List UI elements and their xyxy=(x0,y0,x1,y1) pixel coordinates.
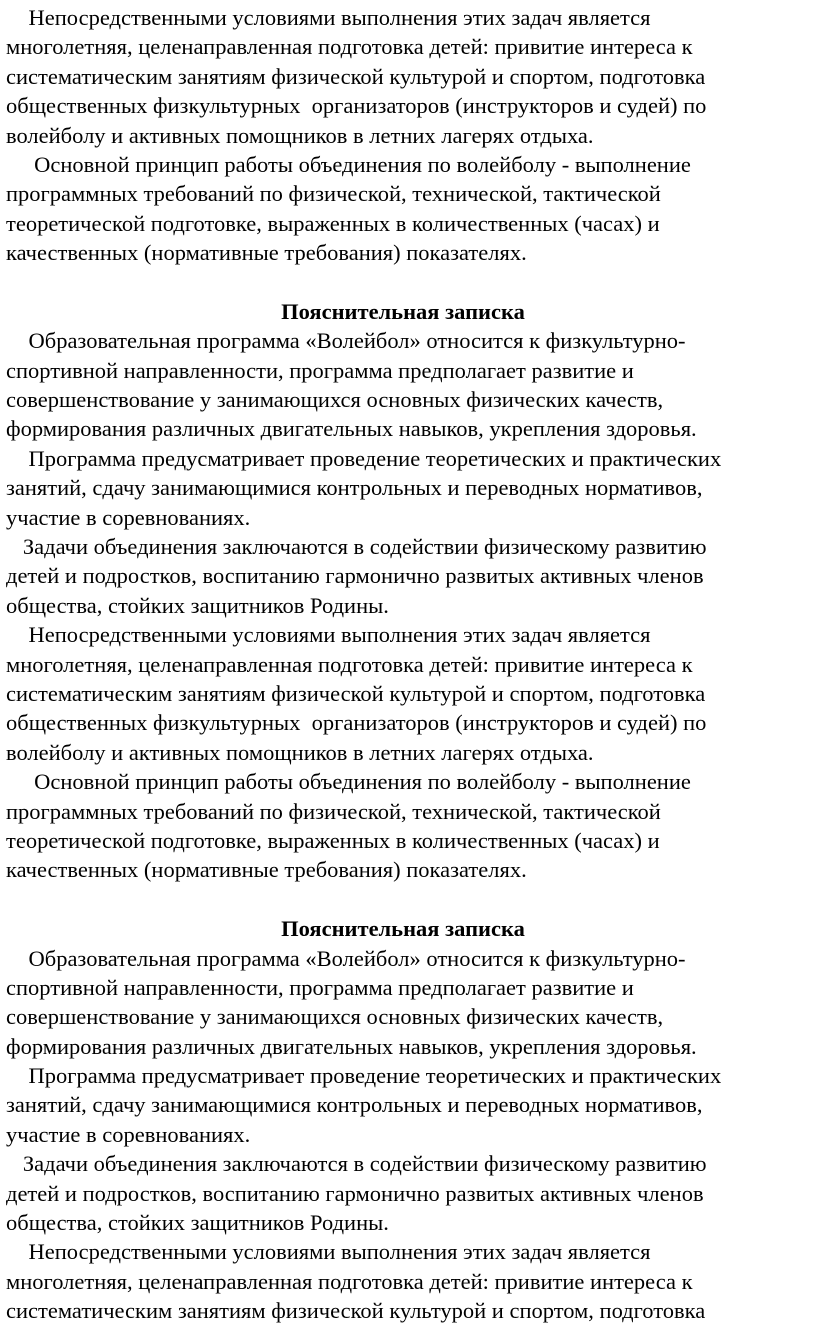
text-line: Образовательная программа «Волейбол» относится к физкультурно- xyxy=(6,945,686,971)
text-line: спортивной направленности, программа предполагает развитие и xyxy=(6,357,634,383)
text-line: многолетняя, целенаправленная подготовка детей: привитие интереса к xyxy=(6,1268,693,1294)
text-line: формирования различных двигательных навыков, укрепления здоровья. xyxy=(6,1033,697,1059)
section-heading: Пояснительная записка xyxy=(281,916,525,942)
text-line: программных требований по физической, технической, тактической xyxy=(6,181,661,207)
paragraph-program-description xyxy=(6,326,816,444)
text-line: теоретической подготовке, выраженных в количественных (часах) и xyxy=(6,827,660,853)
section-heading: Пояснительная записка xyxy=(281,298,525,324)
text-line: общественных физкультурных организаторов (инструкторов и судей) по xyxy=(6,710,707,736)
paragraph-conditions xyxy=(6,1237,816,1325)
text-line: Программа предусматривает проведение теоретических и практических xyxy=(6,445,722,471)
text-line: систематическим занятиям физической культурой и спортом, подготовка xyxy=(6,1298,706,1324)
text-line: систематическим занятиям физической культурой и спортом, подготовка xyxy=(6,680,706,706)
text-line: Образовательная программа «Волейбол» относится к физкультурно- xyxy=(6,328,686,354)
blank-line xyxy=(6,268,816,297)
text-line: Задачи объединения заключаются в содействии физическому развитию xyxy=(6,1151,707,1177)
text-line: участие в соревнованиях. xyxy=(6,504,251,530)
text-line: Задачи объединения заключаются в содействии физическому развитию xyxy=(6,534,707,560)
text-line: многолетняя, целенаправленная подготовка детей: привитие интереса к xyxy=(6,34,693,60)
text-line: Основной принцип работы объединения по волейболу - выполнение xyxy=(6,769,691,795)
text-line: общества, стойких защитников Родины. xyxy=(6,1210,389,1236)
text-line: систематическим занятиям физической культурой и спортом, подготовка xyxy=(6,63,706,89)
paragraph-conditions xyxy=(6,3,816,150)
text-line: Основной принцип работы объединения по волейболу - выполнение xyxy=(6,151,691,177)
paragraph-program-description xyxy=(6,944,816,1062)
paragraph-association-tasks xyxy=(6,1149,816,1237)
text-line: Непосредственными условиями выполнения этих задач является xyxy=(6,622,651,648)
paragraph-main-principle xyxy=(6,150,816,268)
text-line: программных требований по физической, технической, тактической xyxy=(6,798,661,824)
text-line: детей и подростков, воспитанию гармонично развитых активных членов xyxy=(6,1180,704,1206)
text-line: спортивной направленности, программа предполагает развитие и xyxy=(6,974,634,1000)
text-line: Непосредственными условиями выполнения этих задач является xyxy=(6,5,651,30)
text-line: теоретической подготовке, выраженных в количественных (часах) и xyxy=(6,210,660,236)
text-line: занятий, сдачу занимающимися контрольных и переводных нормативов, xyxy=(6,475,703,501)
text-line: многолетняя, целенаправленная подготовка детей: привитие интереса к xyxy=(6,651,693,677)
text-line: качественных (нормативные требования) показателях. xyxy=(6,240,527,266)
text-line: занятий, сдачу занимающимися контрольных и переводных нормативов, xyxy=(6,1092,703,1118)
text-line: Программа предусматривает проведение теоретических и практических xyxy=(6,1063,722,1089)
text-line: совершенствование у занимающихся основных физических качеств, xyxy=(6,387,664,413)
text-line: формирования различных двигательных навыков, укрепления здоровья. xyxy=(6,416,697,442)
text-line: общественных физкультурных организаторов (инструкторов и судей) по xyxy=(6,93,707,119)
text-line: волейболу и активных помощников в летних лагерях отдыха. xyxy=(6,739,594,765)
paragraph-program-activities xyxy=(6,1061,816,1149)
paragraph-association-tasks xyxy=(6,532,816,620)
paragraph-program-activities xyxy=(6,444,816,532)
paragraph-main-principle xyxy=(6,767,816,885)
text-line: детей и подростков, воспитанию гармонично развитых активных членов xyxy=(6,563,704,589)
text-line: волейболу и активных помощников в летних лагерях отдыха. xyxy=(6,122,594,148)
text-line: качественных (нормативные требования) показателях. xyxy=(6,857,527,883)
text-line: общества, стойких защитников Родины. xyxy=(6,592,389,618)
text-line: участие в соревнованиях. xyxy=(6,1121,251,1147)
text-line: Непосредственными условиями выполнения этих задач является xyxy=(6,1239,651,1265)
paragraph-conditions xyxy=(6,620,816,767)
text-line: совершенствование у занимающихся основных физических качеств, xyxy=(6,1004,664,1030)
blank-line xyxy=(6,885,816,914)
